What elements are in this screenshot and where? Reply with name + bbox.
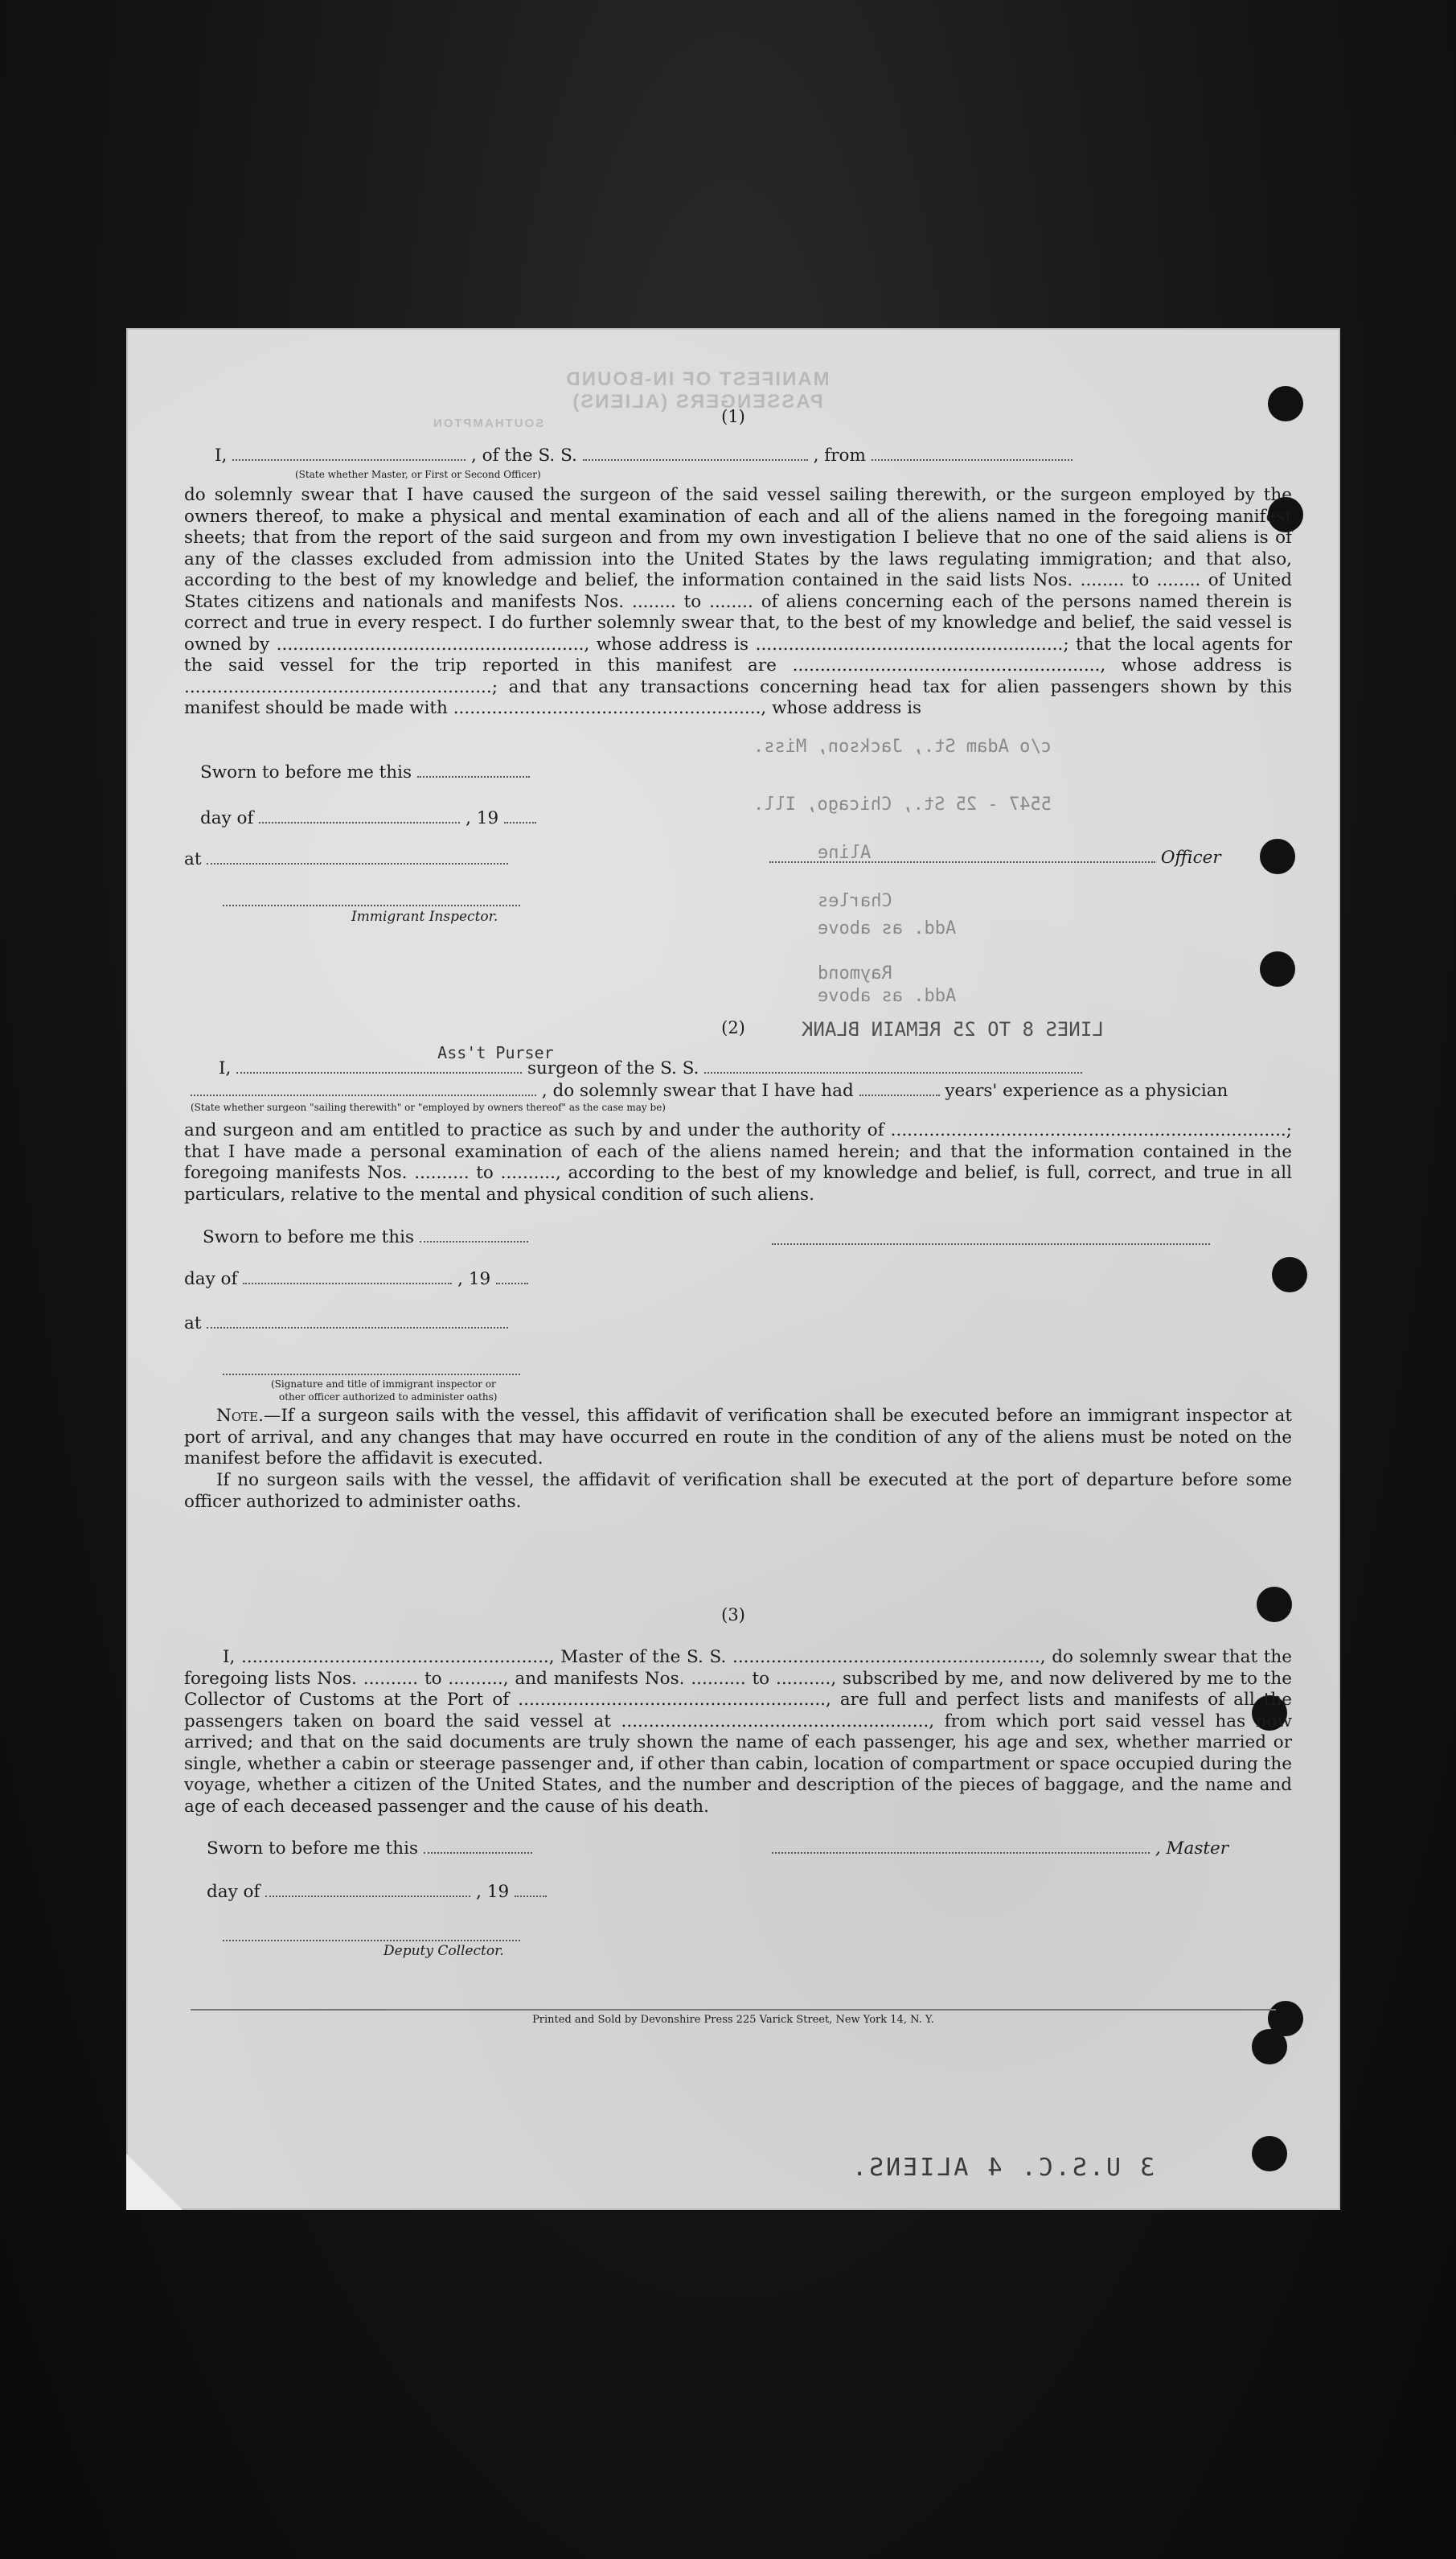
sworn-day-field[interactable]: [420, 1230, 528, 1243]
punch-hole: [1252, 2136, 1287, 2171]
section-1-oath-text: do solemnly swear that I have caused the surgeon of the said vessel sailing therewith, or the surgeon employed by the owners thereof, to make a physical and mental examination of each and all of the aliens named in the foregoing manifest sheets; that from the report of the said surgeon and from my own investigation I believe that no one of the said aliens is of any of the classes excluded from admission into the United States by the laws regulating immigration; and that also, according to the best of my knowledge and belief, the information contained in the said lists Nos. ........ to ........ of United States citizens and nationals and manifests Nos. ........ to ........ of aliens concerning each of the persons named therein is correct and true in every respect. I do further solemnly swear that, to the best of my knowledge and belief, the said vessel is owned by ........................................................, whose address is ........................................................; that the local agents for the said vessel for the trip reported in this manifest are ........................................................, whose address is ........................................................; and that any transactions concerning head tax for alien passengers shown by this manifest should be made with ........................................................, whose address is: [184, 485, 1292, 718]
section-2-oath-text: and surgeon and am entitled to practice as such by and under the authority of ........................................................................; that I have made a personal examination of each of the aliens named herein; and that the information contained in the foregoing manifests Nos. .......... to .........., according to the best of my knowledge and belief, is full, correct, and true in all particulars, relative to the mental and physical condition of such aliens.: [184, 1120, 1292, 1205]
punch-hole: [1260, 839, 1295, 874]
deputy-collector-label: Deputy Collector.: [383, 1943, 504, 1959]
section-2-note: [184, 1406, 1292, 1470]
master-label: , Master: [1155, 1838, 1229, 1859]
years-experience-field[interactable]: [859, 1083, 940, 1096]
note-text-1: —If a surgeon sails with the vessel, this affidavit of verification shall be executed before an immigrant inspector at port of arrival, and any changes that may have occurred en route in the condition of any of the aliens must be noted on the manifest before the affidavit is executed.: [184, 1406, 1292, 1468]
from-port-field[interactable]: [872, 448, 1073, 461]
section-1-from-label: , from: [813, 446, 866, 466]
immigrant-inspector-label: Immigrant Inspector.: [351, 909, 498, 925]
year-label: , 19: [476, 1882, 510, 1902]
section-1-i-label: I,: [215, 446, 228, 466]
surgeon-of-ss-label: surgeon of the S. S.: [527, 1058, 699, 1078]
section-3-oath-text: I, ........................................................, Master of the S. S. ........................................................, do solemnly swear that the foregoing lists Nos. .......... to .........., and manifests Nos. .......... to .........., subscribed by me, and now delivered by me to the Collector of Customs at the Port of ........................................................, are full and perfect lists and manifests of all the passengers taken on board the said vessel at ........................................................, from which port said vessel has now arrived; and that on the said documents are truly shown the name of each passenger, his age and sex, whether married or single, whether a cabin or steerage passenger and, if other than cabin, location of compartment or space occupied during the voyage, whether a citizen of the United States, and the number and description of the pieces of baggage, and the name and age of each deceased passenger and the cause of his death.: [184, 1647, 1292, 1817]
folded-corner: [126, 2154, 183, 2210]
bleed-through-stamp: 3 U.S.C. 4 ALIENS.: [850, 2154, 1155, 2182]
day-of-label: day of: [200, 808, 254, 828]
bleed-typed-line-5: Add. as above: [818, 918, 957, 939]
year-field[interactable]: [496, 1271, 528, 1284]
section-1-sworn-line: [200, 762, 530, 782]
surgeon-note: (State whether surgeon "sailing therewith" or "employed by owners thereof" as the case may be): [191, 1102, 666, 1113]
day-of-field[interactable]: [259, 811, 460, 824]
surgeon-vessel-field[interactable]: [704, 1061, 1082, 1074]
year-field[interactable]: [504, 811, 536, 824]
day-of-field[interactable]: [243, 1271, 452, 1284]
master-signature-line: [772, 1838, 1228, 1859]
sworn-label: Sworn to before me this: [203, 1227, 415, 1247]
years-label: years' experience as a physician: [945, 1081, 1228, 1101]
day-of-label: day of: [207, 1882, 260, 1902]
master-signature-field[interactable]: [772, 1841, 1150, 1854]
at-place-field[interactable]: [207, 852, 508, 865]
section-1-day-line: [200, 808, 536, 828]
section-3-sworn-line: [207, 1838, 532, 1859]
section-2-day-line: [184, 1269, 528, 1289]
swear-label: , do solemnly swear that I have had: [541, 1081, 854, 1101]
bleed-typed-line-2: 5547 - 25 St., Chicago, Ill.: [753, 795, 1052, 815]
bleed-typed-line-1: c/o Adam St., Jackson, Miss.: [753, 737, 1052, 757]
section-1-opening-line: [215, 446, 1073, 466]
section-1-at-line: [184, 849, 508, 869]
bleed-through-title: MANIFEST OF IN-BOUND PASSENGERS (ALIENS): [564, 368, 830, 413]
day-of-field[interactable]: [265, 1884, 470, 1897]
deputy-collector-signature-field[interactable]: [223, 1938, 520, 1941]
punch-hole: [1260, 951, 1295, 987]
master-name-field[interactable]: [232, 448, 466, 461]
sworn-day-field[interactable]: [424, 1841, 532, 1854]
surgeon-role-field[interactable]: [191, 1083, 536, 1096]
vessel-name-field[interactable]: [583, 448, 808, 461]
surgeon-name-field[interactable]: [236, 1043, 554, 1074]
master-note: (State whether Master, or First or Second Officer): [295, 469, 541, 480]
punch-hole: [1272, 1257, 1307, 1292]
officer-label: Officer: [1160, 848, 1221, 868]
officer-signature-field[interactable]: [769, 850, 1155, 863]
section-2-note-2: If no surgeon sails with the vessel, the affidavit of verification shall be executed at the port of departure before some officer authorized to administer oaths.: [184, 1470, 1292, 1512]
section-2-at-line: [184, 1313, 508, 1333]
bleed-typed-line-3: Aline: [818, 843, 872, 863]
year-field[interactable]: [515, 1884, 547, 1897]
section-2-swear-line: [191, 1081, 1228, 1101]
section-2-inspector-signature-field[interactable]: [223, 1372, 520, 1375]
section-2-number: (2): [721, 1018, 745, 1037]
section-1-ss-label: , of the S. S.: [471, 446, 577, 466]
day-of-label: day of: [184, 1269, 238, 1289]
section-1-number: (1): [721, 407, 745, 426]
at-place-field[interactable]: [207, 1316, 508, 1329]
bleed-typed-line-6: Raymond: [818, 963, 892, 984]
section-2-opening-line: [219, 1043, 1082, 1078]
signature-note-line-2: other officer authorized to administer oaths): [279, 1391, 498, 1403]
inspector-signature-field[interactable]: [223, 903, 520, 906]
signature-note-line-1: (Signature and title of immigrant inspector or: [271, 1378, 496, 1390]
at-label: at: [184, 849, 202, 869]
sworn-day-field[interactable]: [417, 765, 530, 778]
surgeon-signature-field[interactable]: [772, 1242, 1210, 1245]
section-3-day-line: [207, 1882, 547, 1902]
printer-footer: Printed and Sold by Devonshire Press 225 Varick Street, New York 14, N. Y.: [532, 2014, 934, 2026]
year-label: , 19: [466, 808, 499, 828]
officer-signature-line: [769, 848, 1221, 868]
manifest-reverse-page: [126, 328, 1340, 2210]
bleed-typed-remain-blank: LINES 8 TO 25 REMAIN BLANK: [802, 1018, 1104, 1041]
typed-assistant-purser: Ass't Purser: [437, 1043, 554, 1062]
section-2-sworn-line: [203, 1227, 528, 1247]
punch-hole: [1252, 2029, 1287, 2064]
year-label: , 19: [457, 1269, 491, 1289]
bleed-typed-line-7: Add. as above: [818, 986, 957, 1006]
sworn-label: Sworn to before me this: [200, 762, 412, 782]
bleed-through-port: SOUTHAMPTON: [432, 417, 544, 430]
bleed-typed-line-4: Charles: [818, 891, 892, 911]
section-2-i-label: I,: [219, 1058, 232, 1078]
footer-rule: [191, 2009, 1276, 2011]
sworn-label: Sworn to before me this: [207, 1838, 419, 1859]
note-label: Note.: [216, 1406, 264, 1426]
section-3-number: (3): [721, 1605, 745, 1625]
at-label: at: [184, 1313, 202, 1333]
